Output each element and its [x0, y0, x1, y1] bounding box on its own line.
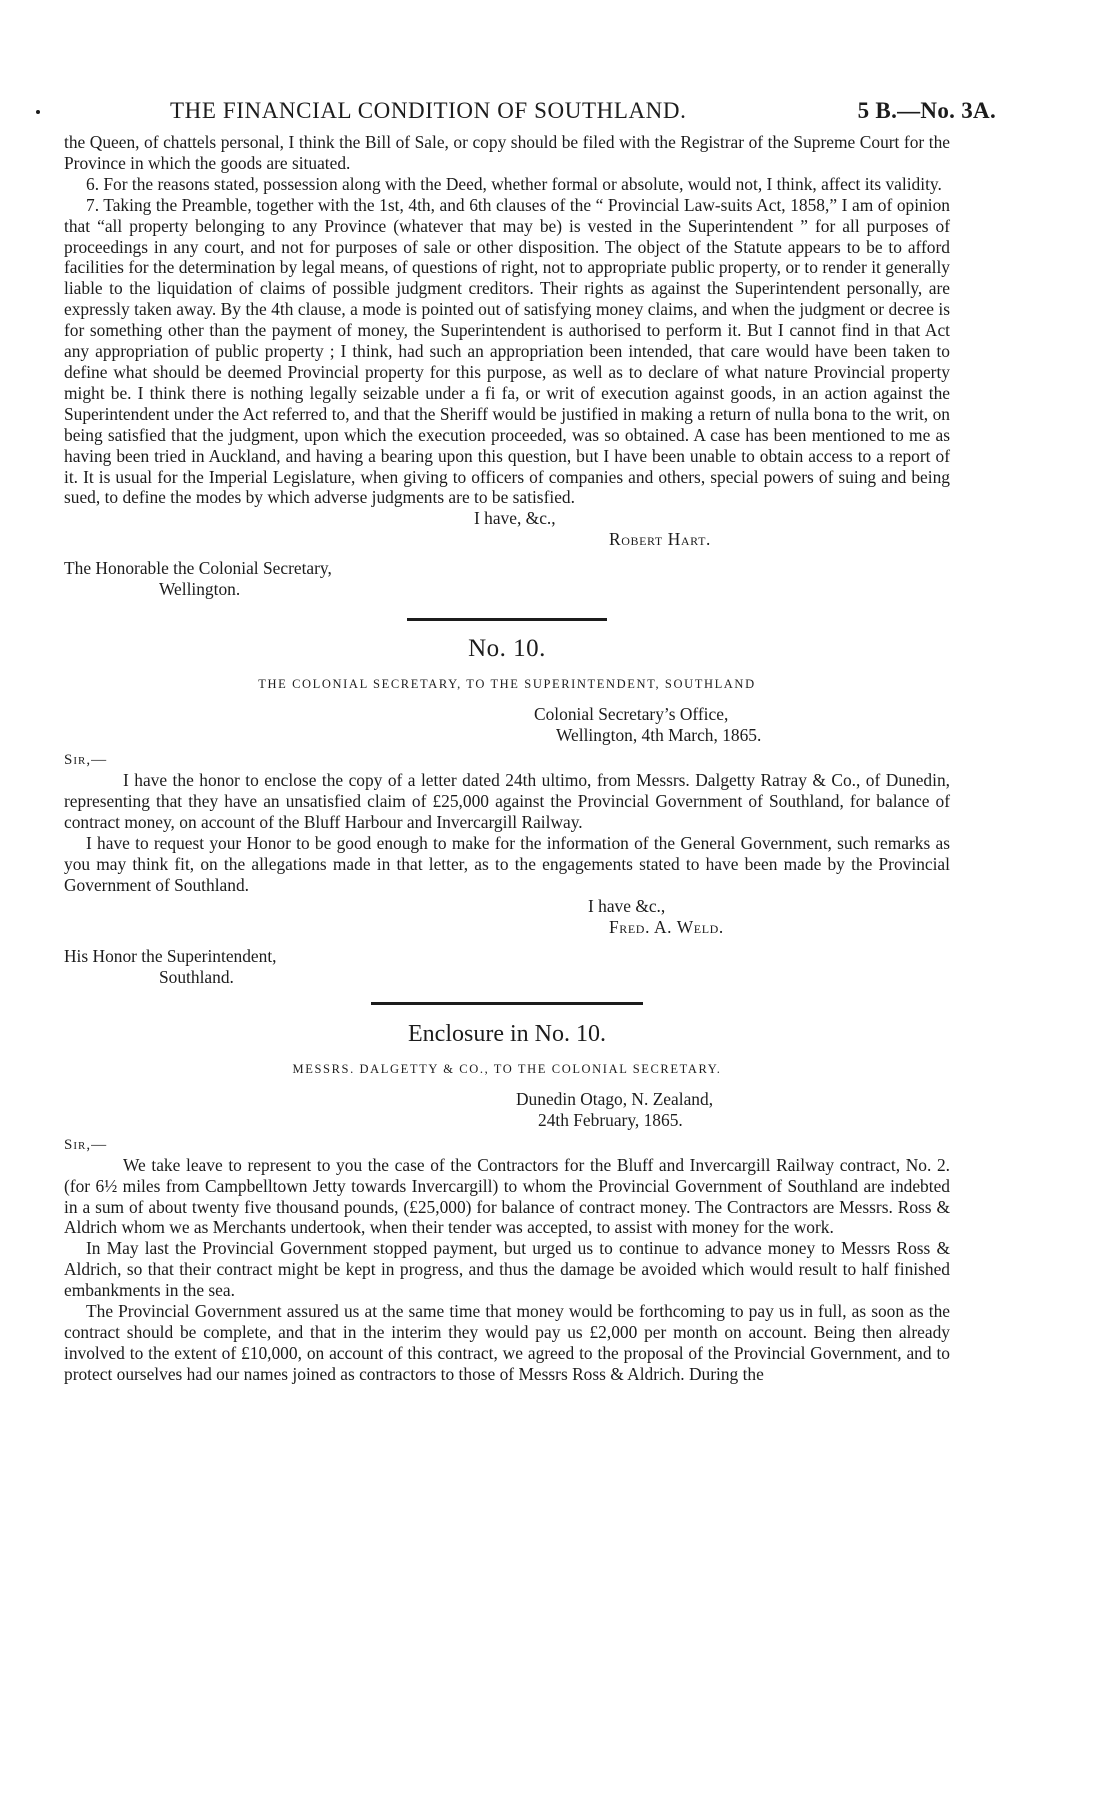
- paragraph: 6. For the reasons stated, possession along with the Deed, whether formal or absolute, would not, I think, affect its validity.: [86, 173, 942, 194]
- paragraph: the Queen, of chattels personal, I think the Bill of Sale, or copy should be filed with the Registrar of the Supreme Court for the Province in which the goods are situated.: [64, 132, 950, 173]
- salutation: Sir,—: [64, 1136, 108, 1153]
- enclosure-subheading: MESSRS. DALGETTY & CO., TO THE COLONIAL SECRETARY.: [292, 1061, 722, 1076]
- running-title: THE FINANCIAL CONDITION OF SOUTHLAND.: [170, 98, 687, 123]
- addressee: [64, 946, 950, 988]
- paragraph: We take leave to represent to you the case of the Contractors for the Bluff and Invercargill Railway contract, No. 2. (for 6½ miles from Campbelltown Jetty towards Invercargill) to whom the Provincial Government of Southland are indebted in a sum of about twenty five thousand pounds, (£25,000) for balance of contract money. The Contractors are Messrs. Ross & Aldrich whom we as Merchants undertook, when their tender was accepted, to assist with money for the work.: [64, 1154, 950, 1238]
- date-line-date: Wellington, 4th March, 1865.: [556, 725, 762, 746]
- no10-letter-body: [64, 770, 950, 895]
- addressee-line: Wellington.: [159, 579, 241, 600]
- document-number: No. 10.: [468, 635, 546, 663]
- paragraph: 7. Taking the Preamble, together with the 1st, 4th, and 6th clauses of the “ Provincial Law-suits Act, 1858,” I am of opinion that “all property belonging to any Province (whatever that may be) is vested in the Superintendent ” for all purposes of proceedings in any court, and not for purposes of sale or other disposition. The object of the Statute appears to be to afford facilities for the determination by legal means, of questions of right, not to appropriate public property, or to render it generally liable to the liquidation of claims of possible judgment creditors. Their rights as against the Superintendent personally, are expressly taken away. By the 4th clause, a mode is pointed out of satisfying money claims, and when the judgment or decree is for something other than the payment of money, the Superintendent is authorised to perform it. But I cannot find in that Act any appropriation of public property ; I think, had such an appropriation been intended, that care would have been taken to define what should be deemed Provincial property for this purpose, as well as to declare of what nature Provincial property might be. I think there is nothing legally seizable under a fi fa, or writ of execution against goods, in an action against the Superintendent under the Act referred to, and that the Sheriff would be justified in making a return of nulla bona to the writ, on being satisfied that the judgment, upon which the execution proceeded, was so obtained. A case has been mentioned to me as having been tried in Auckland, and having a bearing upon this question, but I have been unable to obtain access to a report of it. It is usual for the Imperial Legislature, when giving to officers of companies and others, special powers of suing and being sued, to define the modes by which adverse judgments are to be satisfied.: [64, 194, 950, 508]
- document-subheading: THE COLONIAL SECRETARY, TO THE SUPERINTENDENT, SOUTHLAND: [258, 677, 756, 692]
- section-divider: [407, 618, 607, 621]
- date-line-place: Dunedin Otago, N. Zealand,: [516, 1088, 714, 1109]
- salutation: Sir,—: [64, 752, 108, 769]
- addressee-line: The Honorable the Colonial Secretary,: [64, 558, 332, 579]
- enclosure-letter-body: [64, 1155, 950, 1385]
- paragraph: I have the honor to enclose the copy of a letter dated 24th ultimo, from Messrs. Dalgetty Ratray & Co., of Dunedin, representing that they have an unsatisfied claim of £25,000 against the Provincial Government of Southland, for balance of contract money, on account of the Bluff Harbour and Invercargill Railway.: [64, 770, 950, 833]
- page-reference: 5 B.—No. 3A.: [857, 98, 996, 123]
- signature: Fred. A. Weld.: [609, 916, 724, 937]
- enclosure-heading: Enclosure in No. 10.: [408, 1020, 606, 1047]
- paragraph: I have to request your Honor to be good enough to make for the information of the General Government, such remarks as you may think fit, on the allegations made in that letter, as to the engagements stated to have been made by the Provincial Government of Southland.: [64, 833, 950, 895]
- closing: I have &c.,: [588, 895, 666, 916]
- header-dot: [36, 110, 40, 114]
- addressee: [64, 558, 950, 600]
- addressee-line: His Honor the Superintendent,: [64, 945, 277, 966]
- closing: I have, &c.,: [474, 508, 556, 529]
- paragraph: The Provincial Government assured us at the same time that money would be forthcoming to pay us in full, as soon as the contract should be complete, and that in the interim they would pay us £2,000 per month on account. Being then already involved to the extent of £10,000, on account of this contract, we agreed to the proposal of the Provincial Government, and to protect ourselves had our names joined as contractors to those of Messrs Ross & Aldrich. During the: [64, 1301, 950, 1384]
- running-header: [64, 92, 996, 132]
- hart-letter-body: [64, 132, 950, 508]
- signature: Robert Hart.: [609, 529, 711, 550]
- document-page: [64, 92, 996, 1385]
- paragraph: In May last the Provincial Government stopped payment, but urged us to continue to advance money to Messrs Ross & Aldrich, so that their contract might be kept in progress, and thus the damage be avoided which would result to half finished embankments in the sea.: [64, 1238, 950, 1301]
- date-line-date: 24th February, 1865.: [538, 1109, 683, 1130]
- date-line: [534, 704, 950, 746]
- section-divider: [371, 1002, 643, 1005]
- addressee-line: Southland.: [159, 966, 234, 987]
- date-line-place: Colonial Secretary’s Office,: [534, 704, 729, 725]
- date-line: [516, 1089, 950, 1131]
